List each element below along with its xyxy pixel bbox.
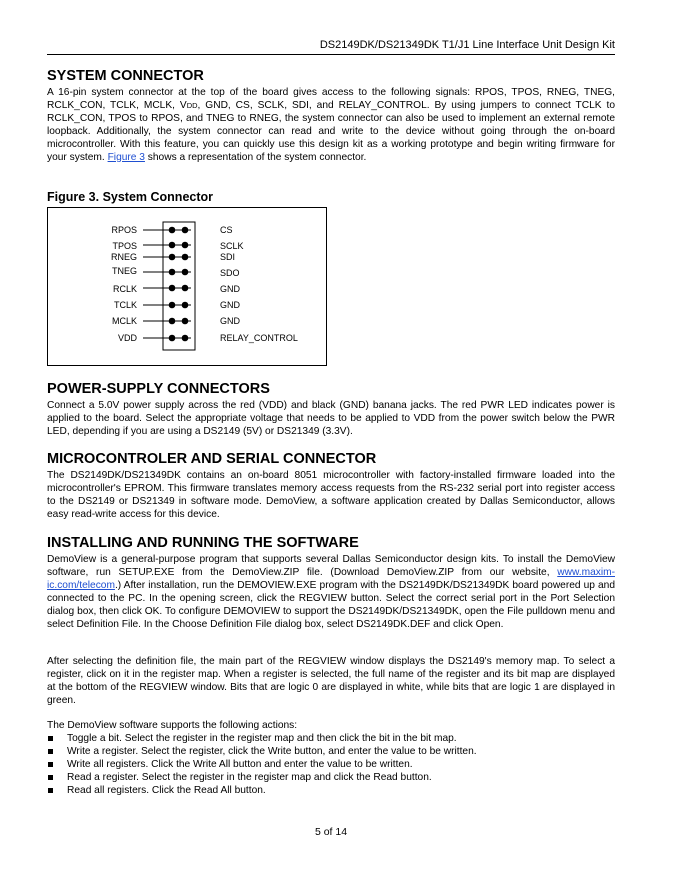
pin-dot-right xyxy=(182,242,189,249)
pin-dot-right xyxy=(182,285,189,292)
list-item-text: Read a register. Select the register in the register map and click the Read button. xyxy=(67,771,432,783)
left-pin-label: MCLK xyxy=(111,316,137,326)
pin-dot-right xyxy=(182,269,189,276)
software-text-1: DemoView is a general-purpose program that supports several Dallas Semiconductor design kits. To install the DemoView software, run SETUP.EXE from the DemoView.ZIP file. (Download DemoView.ZIP from our website, xyxy=(47,554,615,578)
pin-dot-right xyxy=(182,227,189,234)
pin-dot-left xyxy=(169,285,176,292)
power-supply-paragraph: Connect a 5.0V power supply across the red (VDD) and black (GND) banana jacks. The red PWR LED indicates power is applied to the board. Select the appropriate voltage that needs to be applied to VDD from the power switch below the PWR LED, depending if you are using a DS2149 (5V) or DS21349 (3.3V). xyxy=(47,400,615,437)
list-item-text: Write all registers. Click the Write All button and enter the value to be written. xyxy=(67,758,413,770)
right-pin-label: GND xyxy=(220,300,240,310)
system-connector-text-2: , GND, CS, SCLK, SDI, and RELAY_CONTROL. By using jumpers to connect TCLK to RCLK_CON, TPOS to RPOS, and TNEG to RNEG, the system connector can also be used to implement an external remote loopback. Additionally, the system connector can read and write to the device without going through the on-board microcontroller. With this feature, you can quickly use this design kit as a working prototype and begin writing firmware for your system. xyxy=(47,99,616,163)
pin-dot-left xyxy=(169,302,176,309)
vdd-v: V xyxy=(179,99,187,111)
microcontroller-heading: MICROCONTROLER AND SERIAL CONNECTOR xyxy=(47,451,377,467)
connector-header-outline xyxy=(163,222,195,350)
software-text-2: .) After installation, run the DEMOVIEW.EXE program with the DS2149DK/DS21349DK board powered up and connected to the PC. In the opening screen, click the REGVIEW button. Select the correct serial port in the Port Selection dialog box, then click OK. To configure DEMOVIEW to support the DS2149DK/DS21349DK, open the File pulldown menu and select Definition File. In the Choose Definition File dialog box, select DS2149DK.DEF and click Open. xyxy=(47,579,615,630)
page-number: 5 of 14 xyxy=(314,826,348,838)
list-item-text: Write a register. Select the register, click the Write button, and enter the value to be written. xyxy=(67,745,477,757)
pin-dot-left xyxy=(169,318,176,325)
right-pin-label: RELAY_CONTROL xyxy=(220,333,298,343)
left-pin-label: TNEG xyxy=(111,266,137,276)
bullet-icon xyxy=(48,788,53,793)
system-connector-diagram xyxy=(48,208,328,367)
system-connector-text-3: shows a representation of the system connector. xyxy=(144,151,367,163)
left-pin-label: RPOS xyxy=(111,225,137,235)
software-paragraph-2: After selecting the definition file, the main part of the REGVIEW window displays the DS2149's memory map. To select a register, click on it in the register map. When a register is selected, the full name of the register and its bit map are displayed at the bottom of the REGVIEW window. Bits that are logic 0 are displayed in white, while bits that are logic 1 are displayed in green. xyxy=(47,656,615,706)
list-item xyxy=(47,772,615,785)
pin-dot-left xyxy=(169,242,176,249)
pin-dot-right xyxy=(182,254,189,261)
left-pin-label: RNEG xyxy=(110,252,137,262)
vdd-subscript: DD xyxy=(186,100,198,110)
pin-dot-left xyxy=(169,227,176,234)
pin-dot-right xyxy=(182,318,189,325)
system-connector-figure xyxy=(47,207,327,366)
bullet-icon xyxy=(48,736,53,741)
maxim-website-link[interactable]: www.maxim-ic.com/telecom xyxy=(47,566,615,591)
pin-dot-left xyxy=(169,269,176,276)
page-header: DS2149DK/DS21349DK T1/J1 Line Interface Unit Design Kit xyxy=(319,39,615,51)
system-connector-heading: SYSTEM CONNECTOR xyxy=(47,68,204,84)
pin-dot-right xyxy=(182,302,189,309)
bullet-icon xyxy=(48,762,53,767)
right-pin-label: SDO xyxy=(220,268,240,278)
microcontroller-paragraph: The DS2149DK/DS21349DK contains an on-board 8051 microcontroller with factory-installed firmware loaded into the microcontroller's EPROM. This firmware translates memory access requests from the RS-232 serial port into register access to the DS2149 or DS21349 in software mode. DemoView, a software application created by Dallas Semiconductor, allows easy read-write access for this device. xyxy=(47,470,615,520)
list-item xyxy=(47,746,615,759)
right-pin-label: CS xyxy=(220,225,233,235)
software-paragraph-1 xyxy=(47,554,615,631)
power-supply-heading: POWER-SUPPLY CONNECTORS xyxy=(47,381,270,397)
right-pin-label: SCLK xyxy=(220,241,244,251)
right-pin-label: GND xyxy=(220,316,240,326)
list-item xyxy=(47,785,615,798)
bullet-icon xyxy=(48,749,53,754)
list-item-text: Toggle a bit. Select the register in the register map and then click the bit in the bit map. xyxy=(67,733,457,744)
header-rule xyxy=(47,54,615,55)
bullet-icon xyxy=(48,775,53,780)
actions-list xyxy=(47,733,615,798)
software-paragraph-3: The DemoView software supports the following actions: xyxy=(47,720,298,731)
software-heading: INSTALLING AND RUNNING THE SOFTWARE xyxy=(47,535,359,551)
list-item xyxy=(47,759,615,772)
list-item-text: Read all registers. Click the Read All button. xyxy=(67,784,266,796)
left-pin-label: TCLK xyxy=(113,300,137,310)
list-item xyxy=(47,733,615,746)
figure-3-caption: Figure 3. System Connector xyxy=(47,190,214,204)
right-pin-label: SDI xyxy=(220,252,236,262)
left-pin-label: VDD xyxy=(117,333,137,343)
figure-3-link[interactable]: Figure 3 xyxy=(107,151,145,163)
left-pin-label: RCLK xyxy=(112,284,137,294)
right-pin-label: GND xyxy=(220,284,240,294)
pin-dot-left xyxy=(169,254,176,261)
pin-dot-left xyxy=(169,335,176,342)
pin-dot-right xyxy=(182,335,189,342)
system-connector-text-1: A 16-pin system connector at the top of the board gives access to the following signals: RPOS, TPOS, RNEG, TNEG, RCLK_CON, TCLK, MCLK, xyxy=(47,87,615,111)
left-pin-label: TPOS xyxy=(112,241,137,251)
system-connector-paragraph xyxy=(47,87,615,164)
